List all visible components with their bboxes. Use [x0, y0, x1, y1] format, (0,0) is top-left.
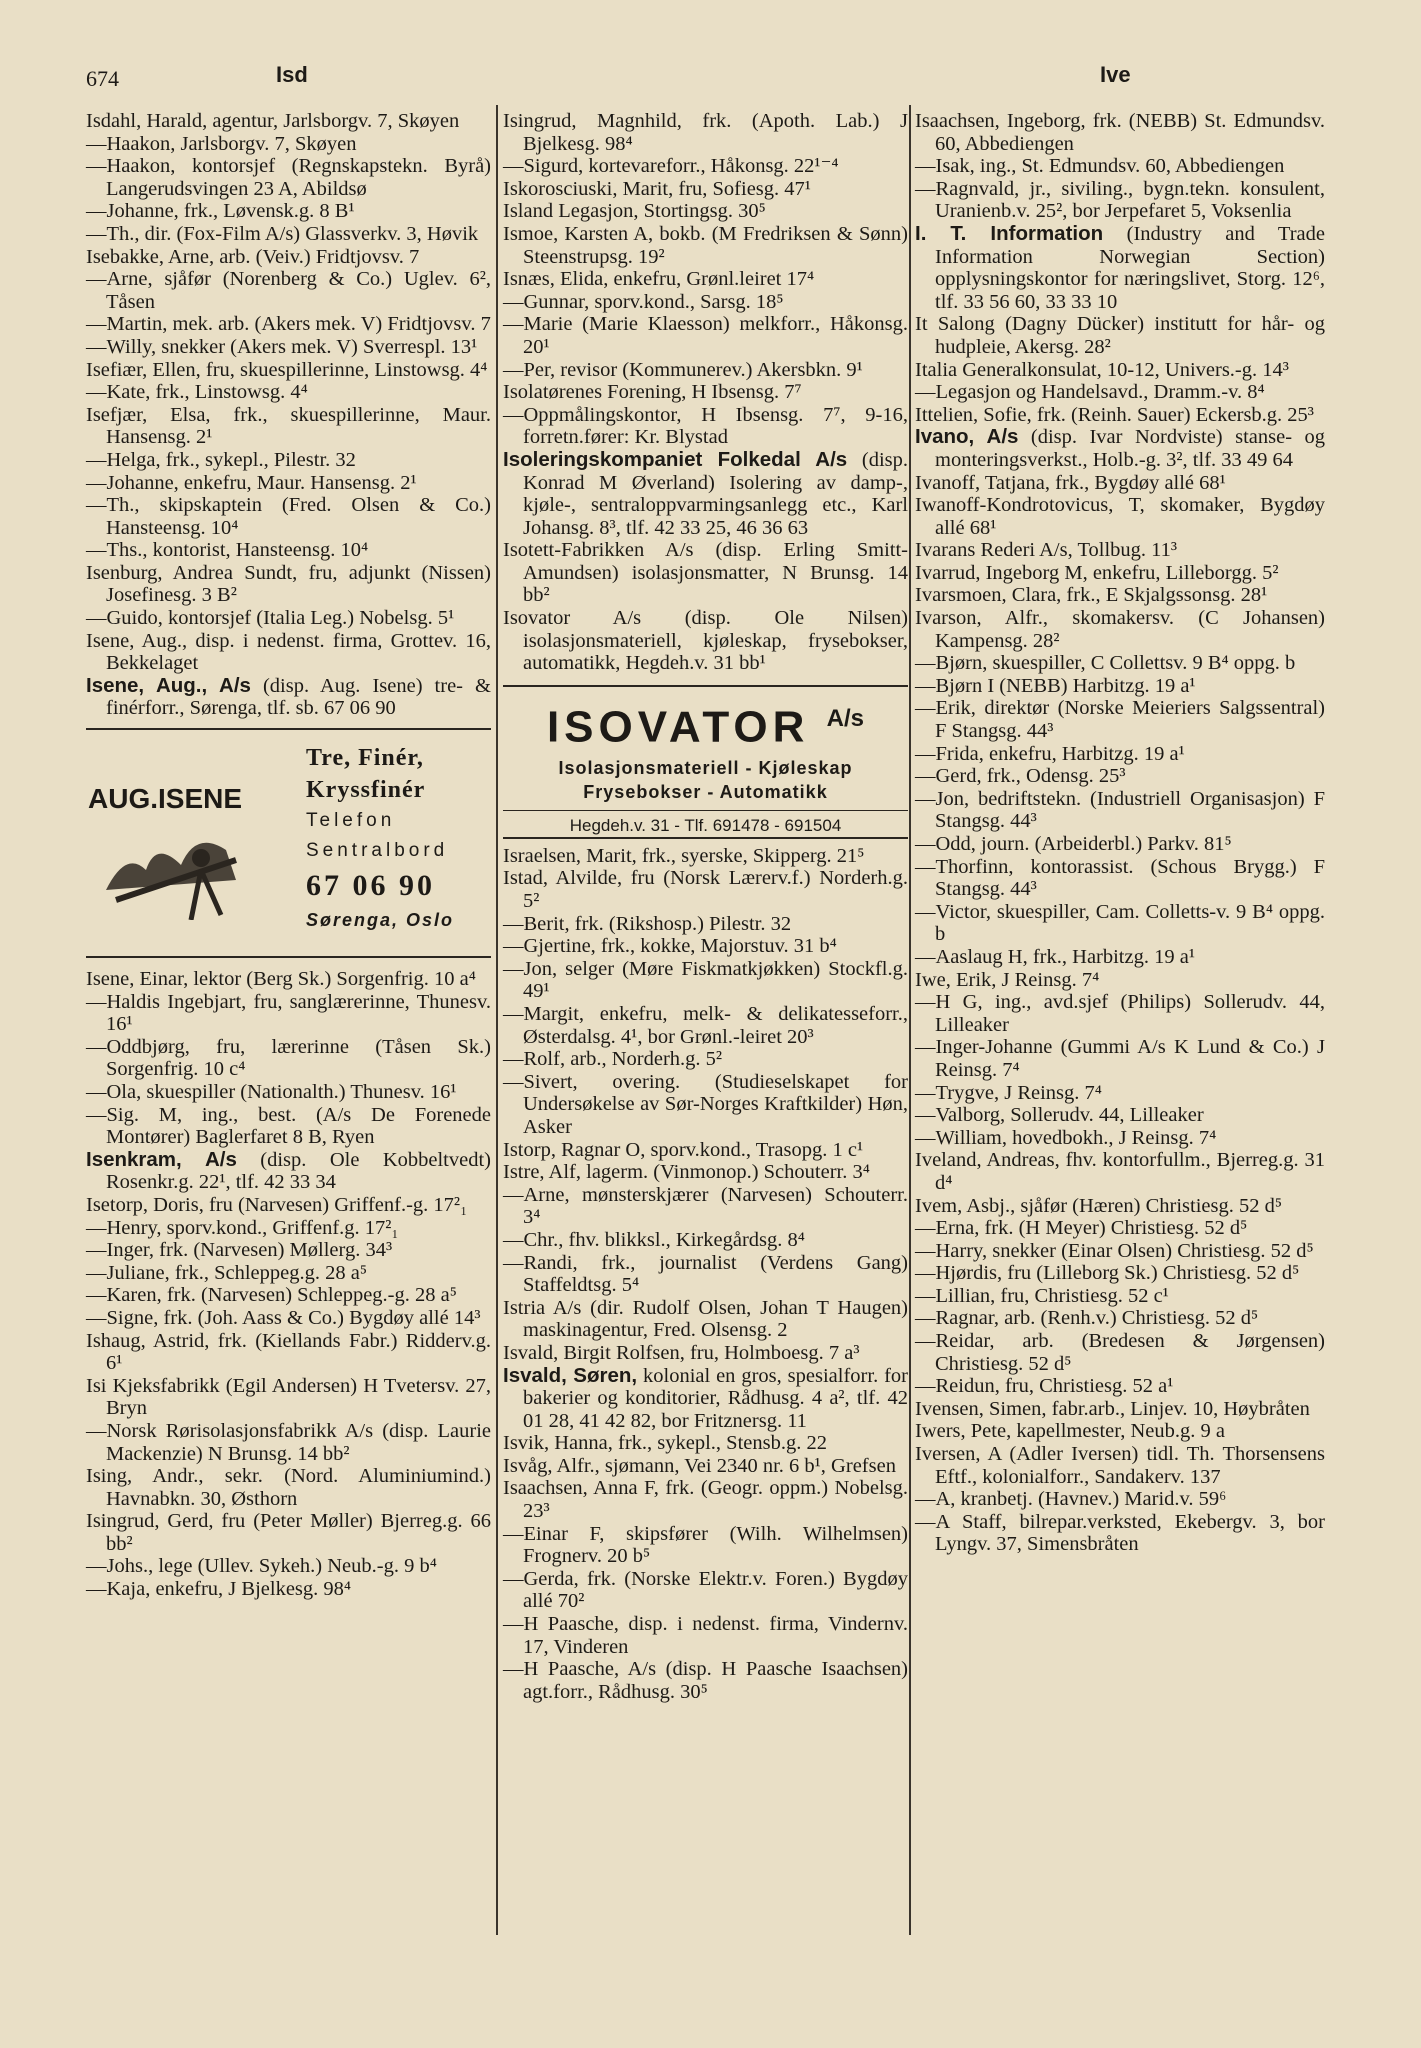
entry-text: Ivarson, Alfr., skomakersv. (C Johansen) Kampensg. 28²	[915, 607, 1325, 652]
entry-text: Isvåg, Alfr., sjømann, Vei 2340 nr. 6 b¹, Grefsen	[503, 1454, 896, 1477]
directory-entry	[503, 1658, 908, 1703]
entry-text: —Sig. M, ing., best. (A/s De Forenede Montører) Baglerfaret 8 B, Ryen	[86, 1103, 491, 1149]
directory-entry	[86, 1284, 491, 1307]
directory-entry	[86, 1375, 491, 1420]
entry-text: —Bjørn I (NEBB) Harbitzg. 19 a¹	[915, 674, 1196, 697]
entry-text: Isefiær, Ellen, fru, skuespillerinne, Linstowsg. 4⁴	[86, 358, 488, 381]
directory-entry	[915, 1149, 1325, 1194]
entry-text: Iveland, Andreas, fhv. kontorfullm., Bjerreg.g. 31 d⁴	[915, 1149, 1325, 1194]
directory-entry	[503, 313, 908, 358]
entry-text: —Haldis Ingebjart, fru, sanglærerinne, Thunesv. 16¹	[86, 990, 491, 1036]
directory-entry	[915, 697, 1325, 742]
directory-entry	[503, 268, 908, 291]
entry-text: Isdahl, Harald, agentur, Jarlsborgv. 7, Skøyen	[86, 110, 460, 132]
directory-entry	[915, 1217, 1325, 1240]
entry-text: —Inger-Johanne (Gummi A/s K Lund & Co.) J Reinsg. 7⁴	[915, 1036, 1325, 1081]
directory-entry	[503, 539, 908, 607]
entry-text: Iwanoff-Kondrotovicus, T, skomaker, Bygdøy allé 68¹	[915, 494, 1325, 539]
ad-telefon: Telefon	[306, 810, 396, 832]
directory-entry	[915, 607, 1325, 652]
directory-entry	[503, 1455, 908, 1478]
entry-list	[503, 845, 908, 1704]
column-divider	[496, 105, 498, 1935]
entry-text: Istre, Alf, lagerm. (Vinmonop.) Schouterr. 3⁴	[503, 1161, 870, 1184]
directory-entry	[86, 539, 491, 562]
directory-entry	[915, 946, 1325, 969]
entry-text: Istria A/s (dir. Rudolf Olsen, Johan T Haugen) maskinagentur, Fred. Olsensg. 2	[503, 1296, 908, 1342]
directory-entry	[915, 359, 1325, 382]
directory-entry	[915, 901, 1325, 946]
entry-text: (Industry and Trade Information Norwegian Section) opplysningskontor for næringslivet, Storg. 12⁶, tlf. 33 56 60, 33 33 10	[935, 222, 1326, 313]
entry-text: —Haakon, kontorsjef (Regnskapstekn. Byrå) Langerudsvingen 23 A, Abildsø	[86, 155, 491, 200]
entry-text: —Norsk Rørisolasjonsfabrikk A/s (disp. Laurie Mackenzie) N Brunsg. 14 bb²	[86, 1419, 491, 1465]
entry-text: —A Staff, bilrepar.verksted, Ekebergv. 3, bor Lyngv. 37, Simensbråten	[915, 1510, 1325, 1556]
entry-text: —Sigurd, kortevareforr., Håkonsg. 22¹⁻⁴	[503, 155, 839, 178]
directory-entry	[503, 958, 908, 1003]
entry-text: —Willy, snekker (Akers mek. V) Sverrespl. 13¹	[86, 335, 478, 358]
directory-entry	[86, 675, 491, 720]
entry-text: —Marie (Marie Klaesson) melkforr., Håkonsg. 20¹	[503, 313, 908, 358]
entry-text: —Ragnvald, jr., siviling., bygn.tekn. konsulent, Uranienb.v. 25², bor Jerpefaret 5, Voksenlia	[915, 177, 1325, 223]
entry-text: Isnæs, Elida, enkefru, Grønl.leiret 17⁴	[503, 268, 815, 291]
directory-entry	[86, 133, 491, 156]
directory-entry	[86, 630, 491, 675]
entry-text: Isaachsen, Ingeborg, frk. (NEBB) St. Edmundsv. 60, Abbediengen	[915, 110, 1325, 155]
entry-bold-name: Isenkram, A/s	[86, 1147, 237, 1171]
entry-text: Iwers, Pete, kapellmester, Neub.g. 9 a	[915, 1420, 1225, 1443]
entry-text: Isvik, Hanna, frk., sykepl., Stensb.g. 22	[503, 1432, 827, 1455]
entry-text: Ising, Andr., sekr. (Nord. Aluminiumind.) Havnabkn. 30, Østhorn	[86, 1465, 491, 1510]
directory-entry	[915, 494, 1325, 539]
column-3	[915, 110, 1325, 1556]
directory-entry	[86, 991, 491, 1036]
directory-entry	[915, 765, 1325, 788]
isovator-title: ISOVATOR $^{A/s}$	[546, 702, 865, 752]
directory-entry	[915, 1082, 1325, 1105]
running-head-right: Ive	[1100, 62, 1131, 87]
entry-text: —Th., skipskaptein (Fred. Olsen & Co.) Hansteensg. 10⁴	[86, 494, 491, 539]
directory-entry	[915, 652, 1325, 675]
entry-text: —Einar F, skipsfører (Wilh. Wilhelmsen) Frognerv. 20 b⁵	[503, 1522, 908, 1568]
directory-entry	[915, 1488, 1325, 1511]
entry-text: —Aaslaug H, frk., Harbitzg. 19 a¹	[915, 945, 1195, 968]
entry-text: —Guido, kontorsjef (Italia Leg.) Nobelsg. 5¹	[86, 607, 455, 630]
entry-text: —Randi, frk., journalist (Verdens Gang) Staffeldtsg. 5⁴	[503, 1251, 908, 1297]
directory-entry	[86, 1330, 491, 1375]
entry-text: —Valborg, Sollerudv. 44, Lilleaker	[915, 1104, 1204, 1127]
entry-bold-name: I. T. Information	[915, 221, 1104, 245]
directory-entry	[503, 200, 908, 223]
directory-entry	[915, 991, 1325, 1036]
directory-entry	[503, 845, 908, 868]
entry-text: —Erik, direktør (Norske Meieriers Salgssentral) F Stangsg. 44³	[915, 697, 1325, 743]
directory-entry	[503, 935, 908, 958]
entry-text: Ivarrud, Ingeborg M, enkefru, Lilleborgg. 5²	[915, 561, 1279, 584]
entry-text: —Odd, journ. (Arbeiderbl.) Parkv. 81⁵	[915, 833, 1232, 855]
directory-entry	[86, 1104, 491, 1149]
entry-text: —Rolf, arb., Norderh.g. 5²	[503, 1048, 723, 1071]
directory-entry	[86, 223, 491, 246]
entry-text: —Johs., lege (Ullev. Sykeh.) Neub.-g. 9 b⁴	[86, 1555, 437, 1578]
directory-entry	[915, 110, 1325, 155]
entry-text: —Arne, sjåfør (Norenberg & Co.) Uglev. 6², Tåsen	[86, 268, 491, 313]
entry-text: —Henry, sporv.kond., Griffenf.g. 17²₁	[86, 1216, 399, 1239]
entry-text: —Inger, frk. (Narvesen) Møllerg. 34³	[86, 1239, 393, 1262]
directory-entry	[915, 1511, 1325, 1556]
entry-text: Ishaug, Astrid, frk. (Kiellands Fabr.) Ridderv.g. 6¹	[86, 1329, 491, 1375]
entry-text: —Reidar, arb. (Bredesen & Jørgensen) Christiesg. 52 d⁵	[915, 1330, 1325, 1375]
entry-text: —Reidun, fru, Christiesg. 52 a¹	[915, 1375, 1174, 1398]
entry-text: —Margit, enkefru, melk- & delikatesseforr., Østerdalsg. 4¹, bor Grønl.-leiret 20³	[503, 1003, 908, 1048]
directory-entry	[503, 1432, 908, 1455]
directory-entry	[915, 584, 1325, 607]
directory-entry	[915, 1398, 1325, 1421]
entry-text: Ivensen, Simen, fabr.arb., Linjev. 10, Høybråten	[915, 1397, 1310, 1420]
entry-text: —Juliane, frk., Schleppeg.g. 28 a⁵	[86, 1261, 367, 1284]
directory-entry	[86, 381, 491, 404]
directory-entry	[86, 1510, 491, 1555]
directory-entry	[503, 913, 908, 936]
directory-entry	[86, 110, 491, 133]
directory-entry	[503, 607, 908, 675]
directory-entry	[503, 1003, 908, 1048]
directory-entry	[503, 404, 908, 449]
directory-entry	[503, 110, 908, 155]
ad-line-1: Tre, Finér,	[306, 745, 424, 772]
entry-text: —Gerda, frk. (Norske Elektr.v. Foren.) Bygdøy allé 70²	[503, 1567, 908, 1613]
entry-text: Isotett-Fabrikken A/s (disp. Erling Smitt-Amundsen) isolasjonsmatter, N Brunsg. 14 bb²	[503, 539, 908, 607]
directory-entry	[503, 1477, 908, 1522]
entry-text: —Lillian, fru, Christiesg. 52 c¹	[915, 1284, 1169, 1307]
entry-bold-name: Isene, Aug., A/s	[86, 673, 251, 697]
directory-entry	[915, 313, 1325, 358]
directory-entry	[86, 246, 491, 269]
running-head-left: Isd	[276, 62, 308, 87]
directory-entry	[915, 1195, 1325, 1218]
entry-text: —H G, ing., avd.sjef (Philips) Sollerudv. 44, Lilleaker	[915, 991, 1325, 1036]
entry-text: Iskorosciuski, Marit, fru, Sofiesg. 47¹	[503, 177, 811, 200]
directory-entry	[915, 178, 1325, 223]
ad-sentralbord: Sentralbord	[306, 840, 449, 862]
directory-entry	[86, 1420, 491, 1465]
entry-text: —H Paasche, A/s (disp. H Paasche Isaachsen) agt.forr., Rådhusg. 30⁵	[503, 1658, 908, 1703]
directory-entry	[915, 223, 1325, 313]
directory-entry	[503, 867, 908, 912]
entry-text: —A, kranbetj. (Havnev.) Marid.v. 59⁶	[915, 1488, 1227, 1511]
entry-text: —Isak, ing., St. Edmundsv. 60, Abbediengen	[915, 155, 1285, 178]
entry-text: Isetorp, Doris, fru (Narvesen) Griffenf.-g. 17²₁	[86, 1193, 468, 1216]
svg-text:AUG.ISENE: AUG.ISENE	[88, 783, 243, 815]
isene-ad-text	[306, 742, 506, 934]
entry-text: —Gunnar, sporv.kond., Sarsg. 18⁵	[503, 290, 784, 313]
directory-entry	[503, 1139, 908, 1162]
entry-text: —Kaja, enkefru, J Bjelkesg. 98⁴	[86, 1578, 352, 1601]
entry-list	[915, 110, 1325, 1556]
entry-text: —Thorfinn, kontorassist. (Schous Brygg.) F Stangsg. 44³	[915, 855, 1325, 901]
isovator-line-1: Isolasjonsmateriell - Kjøleskap	[558, 757, 853, 778]
entry-text: —Hjørdis, fru (Lilleborg Sk.) Christiesg. 52 d⁵	[915, 1262, 1300, 1285]
directory-entry	[86, 607, 491, 630]
directory-entry	[86, 359, 491, 382]
entry-text: —Oppmålingskontor, H Ibsensg. 7⁷, 9-16, forretn.fører: Kr. Blystad	[503, 403, 908, 449]
entry-text: —Haakon, Jarlsborgv. 7, Skøyen	[86, 132, 357, 155]
directory-entry	[915, 788, 1325, 833]
entry-text: Ivarans Rederi A/s, Tollbug. 11³	[915, 539, 1178, 562]
column-2	[503, 110, 908, 1703]
directory-entry	[915, 539, 1325, 562]
directory-entry	[915, 472, 1325, 495]
directory-entry	[503, 1184, 908, 1229]
entry-text: Isaachsen, Anna F, frk. (Geogr. oppm.) Nobelsg. 23³	[503, 1477, 908, 1523]
entry-text: —Jon, selger (Møre Fiskmatkjøkken) Stockfl.g. 49¹	[503, 957, 908, 1003]
isovator-address: Hegdeh.v. 31 - Tlf. 691478 - 691504	[503, 810, 908, 841]
entry-text: —Legasjon og Handelsavd., Dramm.-v. 8⁴	[915, 381, 1265, 404]
directory-entry	[503, 155, 908, 178]
directory-entry	[915, 1307, 1325, 1330]
entry-text: —H Paasche, disp. i nedenst. firma, Vindernv. 17, Vinderen	[503, 1613, 908, 1658]
entry-text: —Johanne, frk., Løvensk.g. 8 B¹	[86, 200, 355, 223]
directory-entry	[86, 1307, 491, 1330]
directory-entry	[503, 223, 908, 268]
page-number: 674	[86, 66, 119, 91]
directory-entry	[86, 336, 491, 359]
directory-entry	[86, 494, 491, 539]
directory-entry	[915, 1420, 1325, 1443]
ad-phone-number: 67 06 90	[306, 869, 435, 903]
entry-text: Iwe, Erik, J Reinsg. 7⁴	[915, 968, 1100, 991]
directory-entry	[915, 426, 1325, 471]
entry-text: Isingrud, Magnhild, frk. (Apoth. Lab.) J Bjelkesg. 98⁴	[503, 110, 908, 155]
entry-text: Iversen, A (Adler Iversen) tidl. Th. Thorsensens Eftf., kolonialforr., Sandakerv. 137	[915, 1443, 1325, 1488]
isene-advertisement	[86, 728, 491, 958]
directory-entry	[86, 1578, 491, 1601]
entry-text: —Gjertine, frk., kokke, Majorstuv. 31 b⁴	[503, 935, 837, 958]
directory-entry	[503, 1071, 908, 1139]
column-1	[86, 110, 491, 1601]
directory-entry	[86, 313, 491, 336]
entry-bold-name: Ivano, A/s	[915, 425, 1019, 449]
directory-entry	[503, 1048, 908, 1071]
entry-text: Italia Generalkonsulat, 10-12, Univers.-g. 14³	[915, 358, 1289, 381]
directory-entry	[503, 1229, 908, 1252]
directory-entry	[86, 449, 491, 472]
entry-text: Island Legasjon, Stortingsg. 30⁵	[503, 200, 766, 223]
entry-bold-name: Isvald, Søren,	[503, 1363, 638, 1387]
entry-text: (disp. Ole Kobbeltvedt) Rosenkr.g. 22¹, tlf. 42 33 34	[106, 1148, 492, 1194]
directory-entry	[503, 1342, 908, 1365]
entry-text: —Chr., fhv. blikksl., Kirkegårdsg. 8⁴	[503, 1228, 805, 1251]
entry-text: —Th., dir. (Fox-Film A/s) Glassverkv. 3, Høvik	[86, 222, 479, 245]
directory-entry	[503, 1252, 908, 1297]
entry-text: —Jon, bedriftstekn. (Industriell Organisasjon) F Stangsg. 44³	[915, 787, 1325, 833]
directory-entry	[503, 178, 908, 201]
directory-entry	[915, 155, 1325, 178]
directory-entry	[86, 1194, 491, 1217]
isovator-line-2: Frysebokser - Automatikk	[583, 781, 828, 802]
entry-text: —Frida, enkefru, Harbitzg. 19 a¹	[915, 742, 1185, 765]
directory-entry	[915, 404, 1325, 427]
entry-text: Isebakke, Arne, arb. (Veiv.) Fridtjovsv. 7	[86, 245, 420, 268]
directory-entry	[86, 1262, 491, 1285]
directory-entry	[86, 562, 491, 607]
directory-entry	[915, 856, 1325, 901]
directory-entry	[503, 449, 908, 539]
entry-text: —Ragnar, arb. (Renh.v.) Christiesg. 52 d⁵	[915, 1307, 1259, 1330]
directory-entry	[86, 968, 491, 991]
directory-entry	[915, 1127, 1325, 1150]
entry-text: Ivanoff, Tatjana, frk., Bygdøy allé 68¹	[915, 471, 1226, 494]
ad-line-2: Kryssfinér	[306, 777, 426, 804]
directory-entry	[86, 1555, 491, 1578]
entry-text: Istad, Alvilde, fru (Norsk Lærerv.f.) Norderh.g. 5²	[503, 867, 908, 913]
entry-text: Ismoe, Karsten A, bokb. (M Fredriksen & Sønn) Steenstrupsg. 19²	[503, 222, 908, 268]
directory-entry	[86, 1149, 491, 1194]
directory-entry	[86, 268, 491, 313]
directory-entry	[503, 381, 908, 404]
ad-city: Sørenga, Oslo	[306, 910, 455, 931]
directory-entry	[86, 1036, 491, 1081]
entry-text: —Arne, mønsterskjærer (Narvesen) Schouterr. 3⁴	[503, 1183, 908, 1229]
entry-text: Isovator A/s (disp. Ole Nilsen) isolasjonsmateriell, kjøleskap, frysebokser, automatikk, Hegdeh.v. 31 bb¹	[503, 607, 908, 675]
directory-entry	[915, 1330, 1325, 1375]
entry-text: (disp. Aug. Isene) tre- & finérforr., Sørenga, tlf. sb. 67 06 90	[106, 674, 491, 720]
directory-entry	[915, 1104, 1325, 1127]
entry-text: It Salong (Dagny Dücker) institutt for hår- og hudpleie, Akersg. 28²	[915, 313, 1325, 358]
entry-text: —Signe, frk. (Joh. Aass & Co.) Bygdøy allé 14³	[86, 1306, 481, 1329]
directory-entry	[915, 969, 1325, 992]
entry-text: —Gerd, frk., Odensg. 25³	[915, 765, 1126, 788]
directory-entry	[503, 1523, 908, 1568]
column-divider	[909, 105, 911, 1935]
entry-text: Isi Kjeksfabrikk (Egil Andersen) H Tvetersv. 27, Bryn	[86, 1374, 491, 1420]
directory-entry	[86, 1239, 491, 1262]
directory-entry	[915, 833, 1325, 856]
entry-text: —Oddbjørg, fru, lærerinne (Tåsen Sk.) Sorgenfrig. 10 c⁴	[86, 1035, 491, 1081]
entry-text: Isvald, Birgit Rolfsen, fru, Holmboesg. 7 a³	[503, 1341, 860, 1364]
directory-entry	[503, 291, 908, 314]
directory-entry	[915, 1443, 1325, 1488]
directory-entry	[86, 1081, 491, 1104]
directory-entry	[915, 1285, 1325, 1308]
entry-bold-name: Isoleringskompaniet Folkedal A/s	[503, 447, 848, 471]
entry-text: —Martin, mek. arb. (Akers mek. V) Fridtjovsv. 7	[86, 313, 491, 336]
entry-text: (disp. Konrad M Øverland) Isolering av damp-, kjøle-, sentraloppvarmingsanlegg etc., Karl Johansg. 8³, tlf. 42 33 25, 46 36 63	[523, 448, 908, 539]
entry-text: Isene, Aug., disp. i nedenst. firma, Grottev. 16, Bekkelaget	[86, 629, 491, 675]
directory-entry	[86, 155, 491, 200]
entry-text: Isingrud, Gerd, fru (Peter Møller) Bjerreg.g. 66 bb²	[86, 1510, 491, 1555]
directory-entry	[503, 1365, 908, 1433]
entry-text: —Erna, frk. (H Meyer) Christiesg. 52 d⁵	[915, 1217, 1248, 1240]
entry-text: Israelsen, Marit, frk., syerske, Skipperg. 21⁵	[503, 844, 865, 867]
directory-entry	[86, 200, 491, 223]
entry-text: (disp. Ivar Nordviste) stanse- og monteringsverkst., Holb.-g. 3², tlf. 33 49 64	[935, 426, 1325, 471]
entry-text: —Johanne, enkefru, Maur. Hansensg. 2¹	[86, 471, 417, 494]
entry-text: —Victor, skuespiller, Cam. Colletts-v. 9 B⁴ oppg. b	[915, 900, 1325, 946]
entry-text: —Kate, frk., Linstowsg. 4⁴	[86, 381, 308, 404]
directory-entry	[915, 381, 1325, 404]
directory-entry	[86, 1217, 491, 1240]
entry-text: Istorp, Ragnar O, sporv.kond., Trasopg. 1 c¹	[503, 1138, 864, 1161]
entry-text: —Berit, frk. (Rikshosp.) Pilestr. 32	[503, 912, 792, 935]
entry-text: —Harry, snekker (Einar Olsen) Christiesg. 52 d⁵	[915, 1239, 1314, 1262]
entry-text: Isene, Einar, lektor (Berg Sk.) Sorgenfrig. 10 a⁴	[86, 968, 476, 991]
directory-entry	[915, 562, 1325, 585]
directory-entry	[503, 1297, 908, 1342]
entry-text: Isefjær, Elsa, frk., skuespillerinne, Maur. Hansensg. 2¹	[86, 403, 491, 449]
isovator-advertisement	[503, 685, 908, 839]
directory-entry	[503, 1568, 908, 1613]
entry-text: —Helga, frk., sykepl., Pilestr. 32	[86, 448, 356, 471]
entry-list	[86, 110, 491, 720]
entry-list	[86, 968, 491, 1601]
entry-text: Ivarsmoen, Clara, frk., E Skjalgssonsg. 28¹	[915, 584, 1268, 607]
entry-text: —Per, revisor (Kommunerev.) Akersbkn. 9¹	[503, 358, 863, 381]
directory-entry	[915, 675, 1325, 698]
directory-entry	[503, 1613, 908, 1658]
entry-list	[503, 110, 908, 675]
entry-text: —Sivert, overing. (Studieselskapet for Undersøkelse av Sør-Norges Kraftkilder) Høn, Asker	[503, 1070, 908, 1138]
entry-text: —Trygve, J Reinsg. 7⁴	[915, 1081, 1102, 1104]
directory-entry	[86, 404, 491, 449]
entry-text: —Bjørn, skuespiller, C Collettsv. 9 B⁴ oppg. b	[915, 652, 1296, 675]
entry-text: —Ths., kontorist, Hansteensg. 10⁴	[86, 539, 369, 562]
entry-text: Isolatørenes Forening, H Ibsensg. 7⁷	[503, 381, 802, 404]
entry-text: Ittelien, Sofie, frk. (Reinh. Sauer) Eckersb.g. 25³	[915, 403, 1314, 426]
isene-logo	[86, 770, 256, 920]
entry-text: kolonial en gros, spesialforr. for bakerier og konditorier, Rådhusg. 4 a², tlf. 42 01 28, 41 42 82, bor Fritznersg. 11	[523, 1364, 908, 1432]
entry-text: —Karen, frk. (Narvesen) Schleppeg.-g. 28 a⁵	[86, 1284, 457, 1307]
directory-entry	[503, 359, 908, 382]
directory-entry	[915, 1240, 1325, 1263]
entry-text: Ivem, Asbj., sjåfør (Hæren) Christiesg. 52 d⁵	[915, 1194, 1282, 1217]
directory-entry	[503, 1161, 908, 1184]
entry-text: —Ola, skuespiller (Nationalth.) Thunesv. 16¹	[86, 1081, 457, 1103]
entry-text: Isenburg, Andrea Sundt, fru, adjunkt (Nissen) Josefinesg. 3 B²	[86, 561, 491, 607]
directory-entry	[915, 1375, 1325, 1398]
directory-entry	[915, 1036, 1325, 1081]
directory-entry	[915, 1262, 1325, 1285]
directory-entry	[86, 472, 491, 495]
entry-text: —William, hovedbokh., J Reinsg. 7⁴	[915, 1126, 1217, 1149]
directory-entry	[86, 1465, 491, 1510]
directory-entry	[915, 743, 1325, 766]
